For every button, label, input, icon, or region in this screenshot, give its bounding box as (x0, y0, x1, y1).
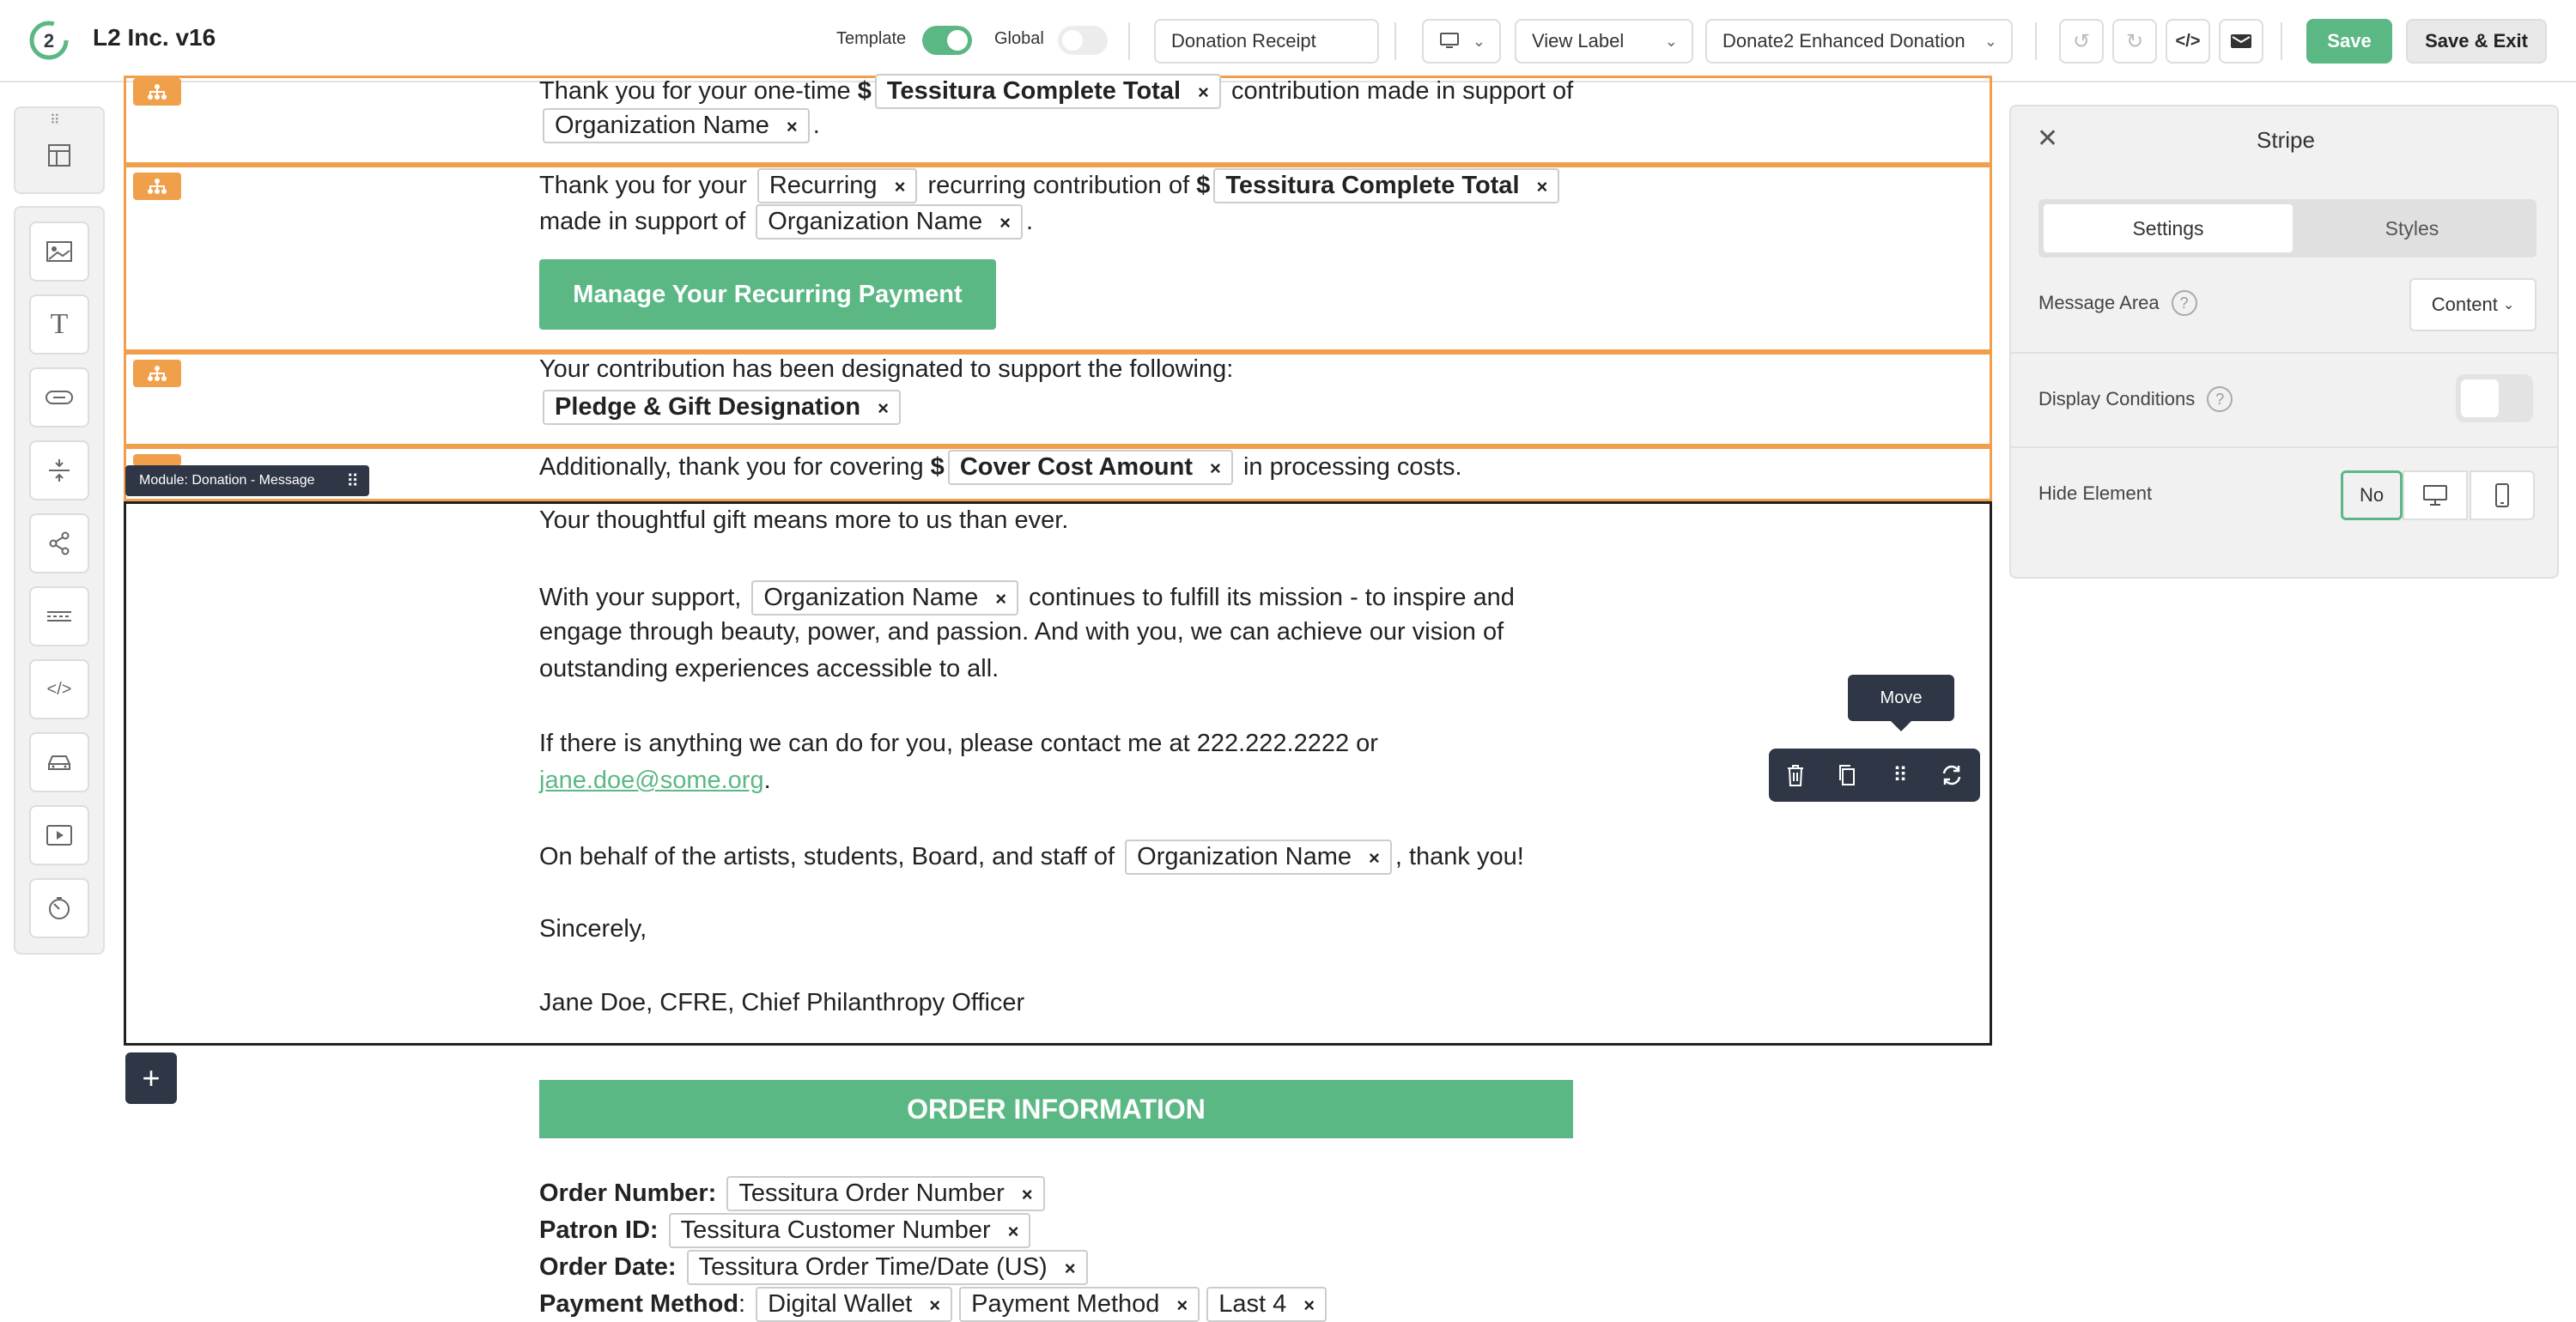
remove-icon[interactable]: × (1007, 1221, 1019, 1242)
display-conditions-toggle[interactable] (2456, 374, 2533, 422)
desktop-icon (1439, 32, 1460, 51)
hide-none-option[interactable]: No (2341, 470, 2403, 520)
save-exit-button[interactable]: Save & Exit (2406, 19, 2547, 64)
timer-tool[interactable] (29, 878, 89, 938)
document-name-input[interactable]: Donation Receipt (1154, 19, 1379, 64)
image-icon (46, 240, 73, 263)
remove-icon[interactable]: × (1176, 1295, 1188, 1316)
code-button[interactable] (2166, 19, 2210, 64)
merge-tag-chip[interactable]: Organization Name × (1125, 840, 1392, 875)
spacer-tool[interactable] (29, 440, 89, 500)
button-tool[interactable] (29, 367, 89, 428)
chevron-down-icon: ⌄ (1664, 33, 1678, 50)
merge-tag-chip[interactable]: Organization Name × (756, 204, 1023, 240)
merge-tag-chip[interactable]: Last 4 × (1206, 1287, 1327, 1322)
hierarchy-icon (146, 83, 168, 100)
button-icon (45, 389, 74, 406)
divider-icon (46, 608, 73, 625)
duplicate-button[interactable] (1832, 761, 1862, 790)
help-icon[interactable]: ? (2172, 290, 2197, 316)
redo-icon: ↻ (2125, 29, 2144, 53)
order-label: Order Date: (539, 1253, 677, 1281)
text-line: Your contribution has been designated to support the following: (539, 355, 1234, 383)
merge-tag-chip[interactable]: Organization Name × (543, 108, 810, 143)
order-row (539, 1213, 1034, 1248)
copy-icon (1837, 763, 1857, 787)
top-bar (0, 0, 2576, 82)
stripe-settings-panel (2009, 105, 2559, 579)
vehicle-tool[interactable] (29, 732, 89, 792)
remove-icon[interactable]: × (894, 176, 906, 197)
tab-settings[interactable]: Settings (2044, 204, 2293, 252)
merge-tag-chip[interactable]: Payment Method × (959, 1287, 1200, 1322)
message-paragraph: outstanding experiences accessible to all. (539, 655, 999, 682)
hierarchy-icon (146, 365, 168, 382)
save-button[interactable]: Save (2306, 19, 2392, 64)
delete-button[interactable] (1781, 761, 1810, 790)
remove-icon[interactable]: × (1210, 458, 1221, 479)
merge-tag-chip[interactable]: Tessitura Customer Number × (669, 1213, 1031, 1248)
form-select[interactable]: Donate2 Enhanced Donation ⌄ (1705, 19, 2013, 64)
swap-button[interactable] (1937, 761, 1966, 790)
redo-button[interactable] (2112, 19, 2157, 64)
merge-tag-chip[interactable]: Organization Name × (751, 580, 1018, 616)
module-tag[interactable]: Module: Donation - Message ⠿ (125, 465, 369, 496)
remove-icon[interactable]: × (786, 116, 798, 137)
hide-desktop-option[interactable] (2403, 470, 2468, 520)
spacer-icon (46, 458, 72, 483)
text-line (539, 390, 904, 425)
merge-tag-chip[interactable]: Cover Cost Amount × (948, 450, 1233, 485)
tab-styles[interactable]: Styles (2385, 216, 2439, 240)
manage-recurring-button[interactable]: Manage Your Recurring Payment (539, 259, 996, 330)
layout-button[interactable] (29, 125, 89, 185)
video-tool[interactable] (29, 805, 89, 865)
merge-tag-chip[interactable]: Digital Wallet × (756, 1287, 952, 1322)
hide-mobile-option[interactable] (2470, 470, 2535, 520)
remove-icon[interactable]: × (1303, 1295, 1315, 1316)
global-toggle[interactable] (1058, 26, 1108, 55)
trash-icon (1785, 763, 1806, 787)
undo-button[interactable] (2059, 19, 2104, 64)
hierarchy-icon (146, 178, 168, 195)
remove-icon[interactable]: × (1369, 847, 1380, 869)
image-tool[interactable] (29, 221, 89, 282)
refresh-icon (1940, 763, 1964, 787)
text-tool[interactable] (29, 294, 89, 355)
message-paragraph: If there is anything we can do for you, please contact me at 222.222.2222 or (539, 730, 1378, 757)
message-area-select[interactable]: Content ⌄ (2409, 278, 2537, 331)
text-line: Organization Name × . (539, 108, 820, 143)
template-toggle[interactable] (922, 26, 972, 55)
order-label: Order Number: (539, 1179, 717, 1207)
drag-dots-icon: ⠿ (1893, 763, 1908, 787)
text-icon: T (50, 308, 69, 340)
divider (2011, 352, 2557, 354)
chevron-down-icon: ⌄ (1984, 33, 1997, 50)
conditional-badge[interactable] (133, 454, 181, 466)
remove-icon[interactable]: × (1536, 176, 1548, 197)
template-label: Template (836, 29, 907, 48)
drag-grid-icon[interactable]: ⠿ (346, 472, 359, 491)
social-tool[interactable] (29, 513, 89, 573)
conditional-badge[interactable] (133, 173, 181, 200)
svg-text:2: 2 (43, 30, 55, 52)
layout-panel (14, 106, 105, 194)
panel-title: Stripe (2257, 127, 2315, 153)
divider (2035, 22, 2037, 60)
device-select[interactable] (1422, 19, 1501, 64)
message-paragraph: With your support, Organization Name × continues to fulfill its mission - to inspire and (539, 580, 1515, 616)
order-label: Patron ID: (539, 1216, 659, 1244)
view-label-select[interactable]: View Label ⌄ (1515, 19, 1693, 64)
remove-icon[interactable]: × (1198, 82, 1209, 103)
divider-tool[interactable] (29, 586, 89, 646)
text-line: Additionally, thank you for covering $ Cover Cost Amount × in processing costs. (539, 450, 1462, 485)
text-line: made in support of Organization Name × . (539, 204, 1033, 240)
order-label: Payment Method (539, 1290, 739, 1318)
remove-icon[interactable]: × (995, 588, 1007, 609)
move-tooltip: Move (1848, 675, 1954, 721)
message-paragraph: jane.doe@some.org. (539, 767, 771, 794)
display-conditions-label: Display Conditions ? (2038, 386, 2233, 412)
video-icon (46, 824, 73, 846)
email-icon (2230, 33, 2252, 50)
html-tool[interactable] (29, 659, 89, 719)
message-area-label: Message Area ? (2038, 290, 2197, 316)
merge-tag-chip[interactable]: Tessitura Order Time/Date (US) × (687, 1250, 1088, 1285)
global-label: Global (994, 29, 1044, 48)
hide-element-label: Hide Element (2038, 482, 2153, 504)
desktop-icon (2422, 484, 2448, 506)
divider (1128, 22, 1130, 60)
message-paragraph: Jane Doe, CFRE, Chief Philanthropy Officer (539, 989, 1025, 1016)
close-icon[interactable]: ✕ (2037, 124, 2059, 153)
order-row (539, 1176, 1048, 1211)
merge-tag-chip[interactable]: Tessitura Complete Total × (1213, 168, 1559, 203)
remove-icon[interactable]: × (999, 212, 1011, 233)
panel-tabs (2038, 199, 2537, 258)
chevron-down-icon: ⌄ (1472, 33, 1485, 50)
divider (2011, 446, 2557, 448)
code-icon: </> (2175, 31, 2201, 51)
email-link[interactable]: jane.doe@some.org (539, 767, 764, 794)
message-paragraph: Your thoughtful gift means more to us than ever. (539, 506, 1069, 534)
car-icon (46, 752, 73, 773)
order-row: Payment Method: Digital Wallet × Payment Method × Last 4 × (539, 1287, 1330, 1322)
merge-tag-chip[interactable]: Pledge & Gift Designation × (543, 390, 901, 425)
mobile-icon (2494, 482, 2511, 508)
share-icon (46, 531, 72, 556)
conditional-badge[interactable] (133, 78, 181, 106)
app-title: L2 Inc. v16 (93, 24, 216, 51)
remove-icon[interactable]: × (1064, 1258, 1076, 1279)
remove-icon[interactable]: × (1021, 1184, 1033, 1205)
remove-icon[interactable]: × (878, 397, 889, 419)
timer-icon (46, 895, 72, 921)
text-line: Thank you for your one-time $ Tessitura Complete Total × contribution made in support of (539, 74, 1573, 109)
email-preview-button[interactable] (2219, 19, 2263, 64)
conditional-badge[interactable] (133, 360, 181, 387)
message-paragraph: Sincerely, (539, 915, 647, 943)
drag-handle-icon[interactable]: ⠿ (50, 113, 62, 128)
merge-tag-chip[interactable]: Recurring × (757, 168, 918, 203)
order-row (539, 1250, 1091, 1285)
divider (1394, 22, 1396, 60)
divider (2281, 22, 2282, 60)
message-paragraph: engage through beauty, power, and passion. And with you, we can achieve our vision of (539, 618, 1504, 646)
layout-icon (46, 143, 72, 168)
message-paragraph: On behalf of the artists, students, Board, and staff of Organization Name × , thank you! (539, 840, 1524, 875)
logo-icon (27, 19, 70, 62)
code-icon: </> (46, 679, 72, 699)
merge-tag-chip[interactable]: Tessitura Complete Total × (875, 74, 1221, 109)
text-line: Thank you for your Recurring × recurring contribution of $ Tessitura Complete Total × (539, 168, 1563, 203)
help-icon[interactable]: ? (2207, 386, 2233, 412)
remove-icon[interactable]: × (929, 1295, 941, 1316)
module-action-bar (1769, 749, 1980, 802)
chevron-down-icon: ⌄ (2502, 298, 2515, 312)
add-module-button[interactable]: + (125, 1052, 177, 1104)
merge-tag-chip[interactable]: Tessitura Order Number × (726, 1176, 1044, 1211)
undo-icon: ↺ (2072, 29, 2091, 53)
element-toolbar (14, 206, 105, 955)
move-button[interactable] (1886, 761, 1915, 790)
order-info-header: ORDER INFORMATION (539, 1080, 1573, 1138)
